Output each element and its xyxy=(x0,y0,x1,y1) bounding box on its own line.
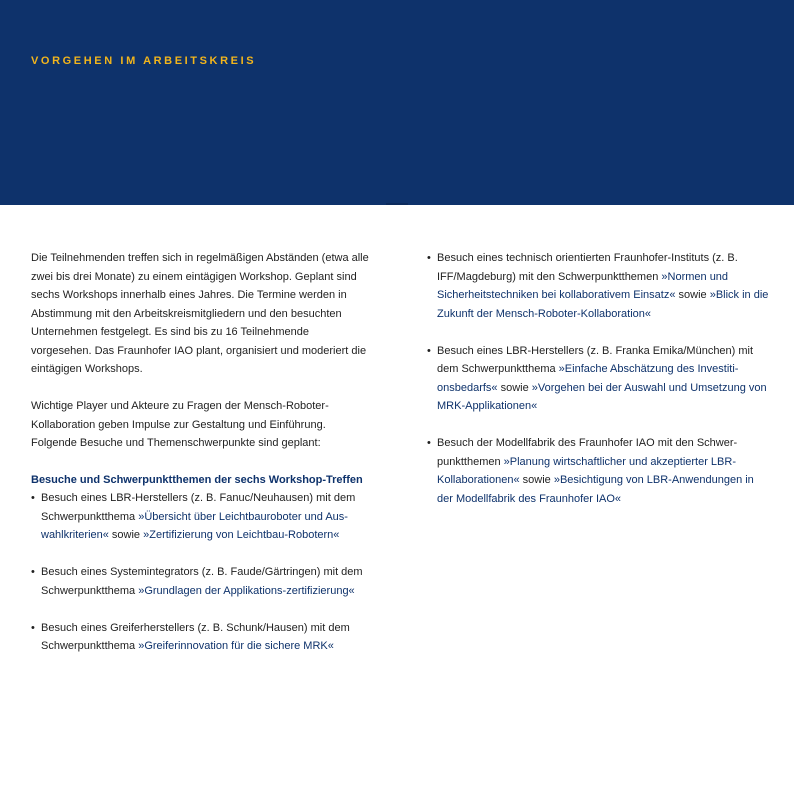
section-heading: Besuche und Schwerpunktthemen der sechs Workshop-Treffen xyxy=(31,473,363,486)
workshop-list-left xyxy=(31,489,371,656)
page-title: VORGEHEN IM ARBEITSKREIS xyxy=(31,55,257,67)
list-item xyxy=(31,489,371,545)
topic-link: »Einfache Abschätzung des Investiti-onsbedarfs« xyxy=(437,363,739,394)
bullet-icon: • xyxy=(31,492,35,504)
item-connector: sowie xyxy=(519,474,554,486)
item-text: Besuch eines LBR-Herstellers (z. B. Fanuc/Neuhausen) mit dem Schwerpunktthema xyxy=(41,492,356,523)
list-item xyxy=(31,563,371,600)
header-divider xyxy=(386,203,408,205)
left-column xyxy=(31,249,371,656)
item-connector: sowie xyxy=(675,289,710,301)
topic-link: »Zertifizierung von Leichtbau-Robotern« xyxy=(143,529,340,541)
bullet-icon: • xyxy=(31,621,35,634)
list-item xyxy=(427,342,772,416)
topic-link: »Greiferinnovation für die sichere MRK« xyxy=(138,640,334,652)
bullet-icon: • xyxy=(427,252,431,264)
topic-link: »Planung wirtschaftlicher und akzeptierter LBR-Kollaborationen« xyxy=(437,455,736,486)
topic-link: »Übersicht über Leichtbauroboter und Aus-wahlkriterien« xyxy=(41,510,348,541)
item-text: Besuch eines LBR-Herstellers (z. B. Franka Emika/München) mit dem Schwerpunktthema xyxy=(437,344,754,375)
item-text: Besuch der Modellfabrik des Fraunhofer IAO mit den Schwer-punktthemen xyxy=(437,437,738,468)
intro-paragraph-2: Wichtige Player und Akteure zu Fragen der Mensch-Roboter-Kollaboration geben Impulse zur Gestaltung und Einführung. Folgende Besuche und Themenschwerpunkte sind geplant: xyxy=(31,400,329,449)
item-connector: sowie xyxy=(497,381,532,394)
item-text: Besuch eines Greiferherstellers (z. B. Schunk/Hausen) mit dem Schwerpunktthema xyxy=(41,621,350,652)
topic-link: »Blick in die Zukunft der Mensch-Roboter-Kollaboration« xyxy=(437,289,769,320)
list-item xyxy=(31,619,371,656)
list-item xyxy=(427,434,772,508)
bullet-icon: • xyxy=(427,437,431,449)
item-text: Besuch eines Systemintegrators (z. B. Faude/Gärtringen) mit dem Schwerpunktthema xyxy=(41,566,363,597)
right-column xyxy=(427,249,772,508)
item-connector: sowie xyxy=(108,529,144,541)
bullet-icon: • xyxy=(427,344,431,357)
item-text: Besuch eines technisch orientierten Fraunhofer-Instituts (z. B. IFF/Magdeburg) mit den Schwerpunktthemen xyxy=(437,252,738,283)
topic-link: »Grundlagen der Applikations-zertifizierung« xyxy=(138,584,355,597)
paragraph-spacer xyxy=(31,379,371,398)
intro-paragraph-1: Die Teilnehmenden treffen sich in regelmäßigen Abständen (etwa alle zwei bis drei Monate) zu einem eintägigen Workshop. Geplant sind sechs Workshops innerhalb eines Jahres. Die Termine werden in Abstimmung mit den Arbeitskreismitgliedern und den besuchten Unternehmen festgelegt. Es sind bis zu 16 Teilnehmende vorgesehen. Das Fraunhofer IAO plant, organisiert und moderiert die eintägigen Workshops. xyxy=(31,252,369,375)
topic-link: »Normen und Sicherheitstechniken bei kollaborativem Einsatz« xyxy=(437,270,729,301)
list-item xyxy=(427,249,772,323)
bullet-icon: • xyxy=(31,566,35,578)
workshop-list-right xyxy=(427,249,772,508)
topic-link: »Vorgehen bei der Auswahl und Umsetzung von MRK-Applikationen« xyxy=(437,381,767,412)
header-banner xyxy=(0,0,794,205)
topic-link: »Besichtigung von LBR-Anwendungen in der Modellfabrik des Fraunhofer IAO« xyxy=(437,474,754,505)
